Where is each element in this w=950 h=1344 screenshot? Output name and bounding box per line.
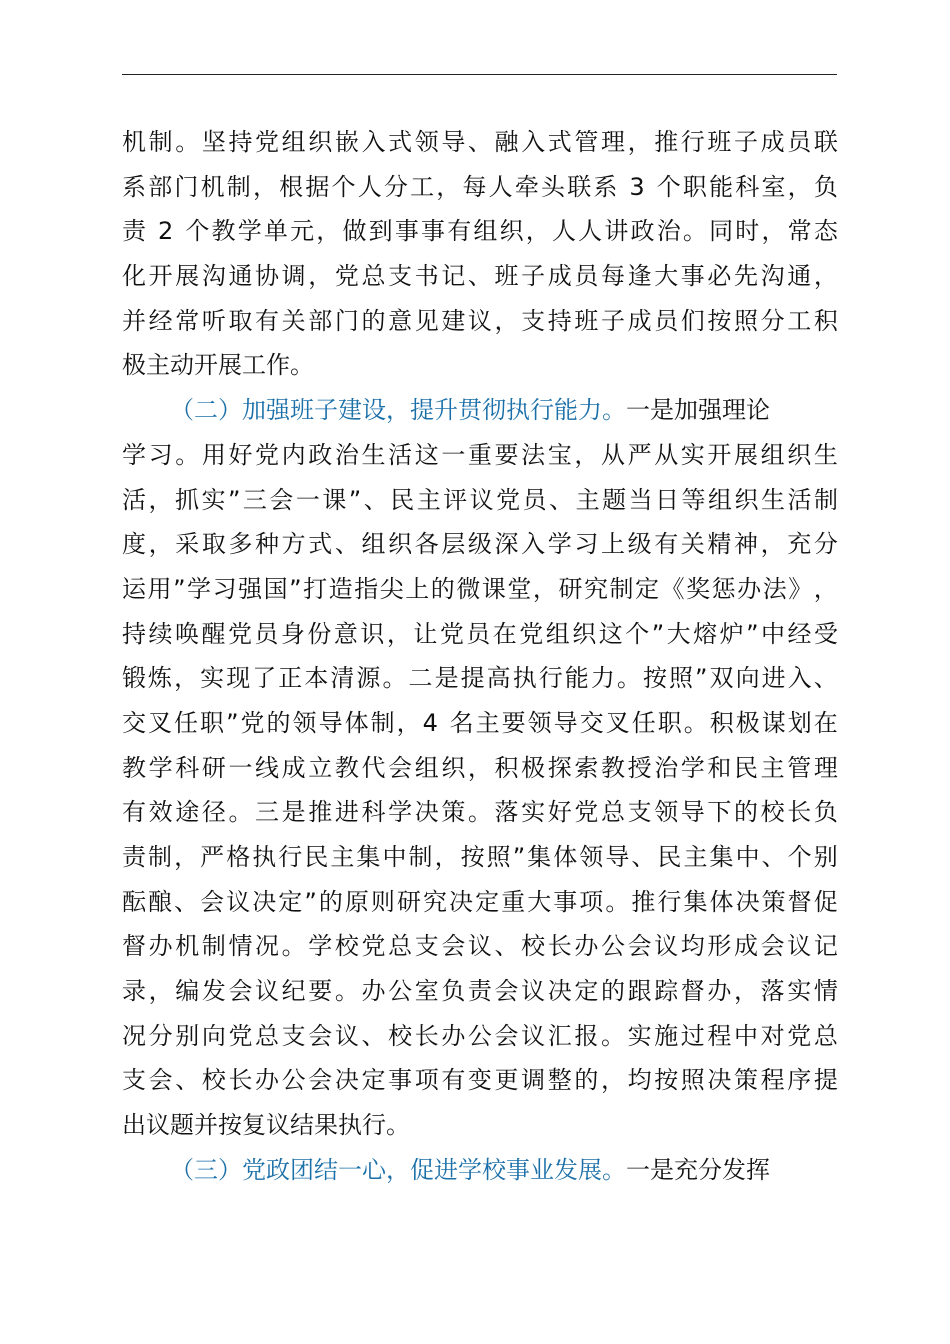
paragraph-line: 系 部 门 机 制 ， 根 据 个 人 分 工 ， 每 人 牵 头 联 系 3 个 职 能 科 室 ， 负 [122, 172, 838, 201]
paragraph-line: 有 效 途 径 。 三 是 推 进 科 学 决 策 。 落 实 好 党 总 支 领 导 下 的 校 长 负 [122, 798, 838, 827]
paragraph-line: 极主动开展工作。 [122, 351, 314, 380]
section-2-heading: （二）加强班子建设，提升贯彻执行能力。 [170, 396, 626, 425]
paragraph-line: 化 开 展 沟 通 协 调 ， 党 总 支 书 记 、 班 子 成 员 每 逢 大 事 必 先 沟 通 ， [122, 262, 838, 291]
paragraph-line: 支 会 、 校 长 办 公 会 决 定 事 项 有 变 更 调 整 的 ， 均 按 照 决 策 程 序 提 [122, 1066, 838, 1095]
paragraph-line: 况 分 别 向 党 总 支 会 议 、 校 长 办 公 会 议 汇 报 。 实 施 过 程 中 对 党 总 [122, 1021, 838, 1050]
paragraph-line: 持 续 唤 醒 党 员 身 份 意 识 ， 让 党 员 在 党 组 织 这 个 ” 大 熔 炉 ” 中 经 受 [122, 619, 838, 648]
paragraph-line: 机 制 。 坚 持 党 组 织 嵌 入 式 领 导 、 融 入 式 管 理 ， 推 行 班 子 成 员 联 [122, 128, 838, 156]
paragraph-line: 度 ， 采 取 多 种 方 式 、 组 织 各 层 级 深 入 学 习 上 级 有 关 精 神 ， 充 分 [122, 530, 838, 559]
section-2-lead-text: 一是加强理论 [626, 396, 770, 425]
body-text [122, 120, 838, 1193]
paragraph-line: 锻 炼 ， 实 现 了 正 本 清 源 。 二 是 提 高 执 行 能 力 。 按 照 ” 双 向 进 入 、 [122, 664, 838, 693]
paragraph-line: 责 2 个 教 学 单 元 ， 做 到 事 事 有 组 织 ， 人 人 讲 政 治 。 同 时 ， 常 态 [122, 217, 838, 246]
paragraph-line: 学 习 。 用 好 党 内 政 治 生 活 这 一 重 要 法 宝 ， 从 严 从 实 开 展 组 织 生 [122, 440, 838, 469]
paragraph-line: 责 制 ， 严 格 执 行 民 主 集 中 制 ， 按 照 ” 集 体 领 导 、 民 主 集 中 、 个 别 [122, 843, 838, 871]
section-3-heading: （三）党政团结一心，促进学校事业发展。 [170, 1155, 626, 1184]
paragraph-line: 教 学 科 研 一 线 成 立 教 代 会 组 织 ， 积 极 探 索 教 授 治 学 和 民 主 管 理 [122, 753, 838, 782]
paragraph-line: 活 ， 抓 实 ” 三 会 一 课 ” 、 民 主 评 议 党 员 、 主 题 当 日 等 组 织 生 活 制 [122, 485, 838, 514]
paragraph-line: 酝 酿 、 会 议 决 定 ” 的 原 则 研 究 决 定 重 大 事 项 。 推 行 集 体 决 策 督 促 [122, 887, 838, 916]
paragraph-line: 录 ， 编 发 会 议 纪 要 。 办 公 室 负 责 会 议 决 定 的 跟 踪 督 办 ， 落 实 情 [122, 977, 838, 1006]
paragraph-line: 督 办 机 制 情 况 。 学 校 党 总 支 会 议 、 校 长 办 公 会 议 均 形 成 会 议 记 [122, 932, 838, 961]
paragraph-line: 交 叉 任 职 ” 党 的 领 导 体 制 ， 4 名 主 要 领 导 交 叉 任 职 。 积 极 谋 划 在 [122, 708, 838, 737]
section-3-first-line [122, 1148, 838, 1193]
header-rule [122, 74, 837, 75]
section-3-lead-text: 一是充分发挥 [626, 1155, 770, 1184]
paragraph-line: 并 经 常 听 取 有 关 部 门 的 意 见 建 议 ， 支 持 班 子 成 员 们 按 照 分 工 积 [122, 306, 838, 335]
paragraph-line: 出议题并按复议结果执行。 [122, 1111, 410, 1140]
section-2-first-line [122, 388, 838, 433]
paragraph-line: 运 用 ” 学 习 强 国 ” 打 造 指 尖 上 的 微 课 堂 ， 研 究 制 定 《 奖 惩 办 法 》 ， [122, 574, 838, 603]
